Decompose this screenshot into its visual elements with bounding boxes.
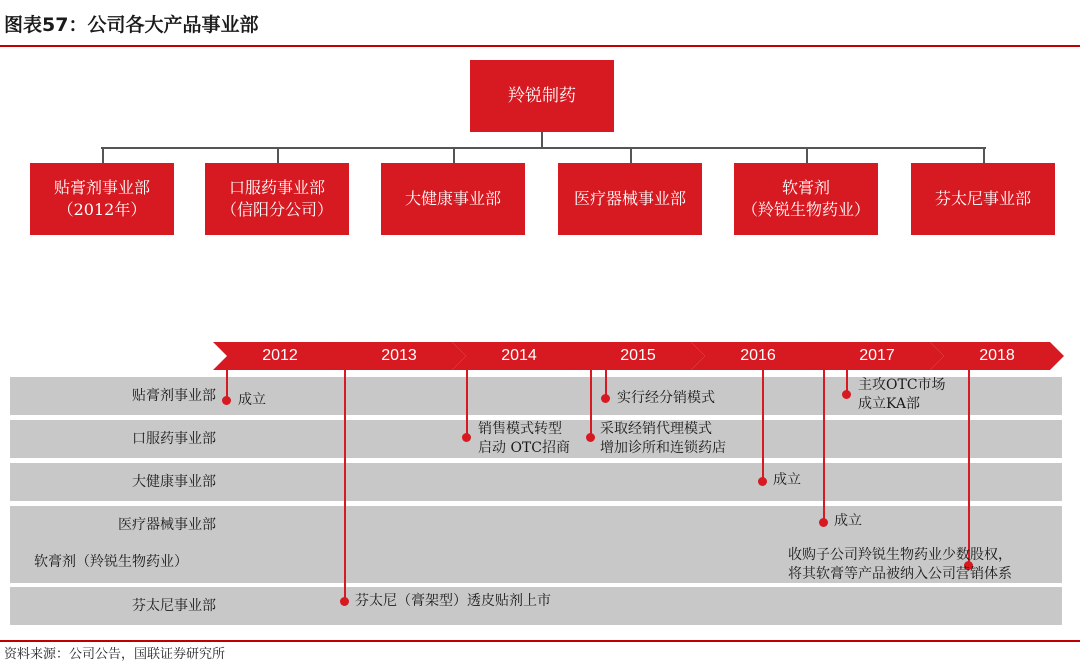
row-label: 芬太尼事业部 bbox=[132, 598, 216, 614]
event-text: 成立 bbox=[834, 513, 862, 529]
event-line bbox=[762, 370, 764, 482]
event-line bbox=[466, 370, 468, 438]
org-connector-unit bbox=[983, 148, 985, 164]
org-connector-bar bbox=[101, 147, 986, 149]
org-connector-unit bbox=[630, 148, 632, 164]
org-unit-label: 大健康事业部 bbox=[404, 189, 501, 208]
org-unit-box bbox=[205, 163, 349, 235]
org-unit-sublabel: （羚锐生物药业） bbox=[741, 200, 870, 219]
event-marker bbox=[222, 396, 231, 405]
timeline-row bbox=[10, 506, 1062, 544]
org-root-label: 羚锐制药 bbox=[508, 86, 576, 106]
org-connector-unit bbox=[277, 148, 279, 164]
row-label: 软膏剂（羚锐生物药业） bbox=[34, 554, 188, 570]
org-unit-label: 贴膏剂事业部 bbox=[53, 178, 150, 197]
event-marker bbox=[842, 390, 851, 399]
timeline-row bbox=[10, 463, 1062, 501]
year-arrow bbox=[332, 342, 468, 370]
year-arrow bbox=[810, 342, 946, 370]
event-line bbox=[590, 370, 592, 438]
org-unit-sublabel: （2012年） bbox=[57, 200, 147, 219]
event-marker bbox=[340, 597, 349, 606]
org-unit-label: 口服药事业部 bbox=[228, 178, 325, 197]
org-connector-unit bbox=[453, 148, 455, 164]
year-arrow bbox=[571, 342, 707, 370]
year-label: 2012 bbox=[262, 347, 298, 364]
org-connector-unit bbox=[102, 148, 104, 164]
year-label: 2013 bbox=[381, 347, 417, 364]
source-note: 资料来源：公司公告，国联证券研究所 bbox=[4, 647, 226, 662]
org-unit-label: 医疗器械事业部 bbox=[573, 189, 686, 208]
event-line bbox=[823, 370, 825, 523]
event-text: 销售模式转型 启动 OTC招商 bbox=[478, 421, 570, 456]
event-text: 成立 bbox=[773, 472, 801, 488]
org-unit-label: 软膏剂 bbox=[781, 178, 830, 197]
year-label: 2016 bbox=[740, 347, 776, 364]
event-marker bbox=[586, 433, 595, 442]
event-text: 芬太尼（膏架型）透皮贴剂上市 bbox=[355, 593, 551, 609]
event-text: 实行经分销模式 bbox=[617, 390, 715, 406]
event-text: 收购子公司羚锐生物药业少数股权， 将其软膏等产品被纳入公司营销体系 bbox=[788, 547, 1012, 582]
org-unit-label: 芬太尼事业部 bbox=[934, 189, 1031, 208]
org-root-box bbox=[470, 60, 614, 132]
page-title: 图表57：公司各大产品事业部 bbox=[4, 14, 259, 36]
event-text: 主攻OTC市场 成立KA部 bbox=[858, 377, 946, 412]
org-unit-box bbox=[30, 163, 174, 235]
event-marker bbox=[462, 433, 471, 442]
org-unit-box bbox=[734, 163, 878, 235]
year-arrow bbox=[930, 342, 1066, 370]
row-label: 大健康事业部 bbox=[132, 474, 216, 490]
event-marker bbox=[758, 477, 767, 486]
title-rule bbox=[0, 45, 1080, 47]
year-arrow bbox=[691, 342, 827, 370]
row-label: 医疗器械事业部 bbox=[118, 517, 216, 533]
org-unit-box bbox=[381, 163, 525, 235]
event-line bbox=[344, 370, 346, 602]
year-label: 2018 bbox=[979, 347, 1015, 364]
year-label: 2017 bbox=[859, 347, 895, 364]
event-text: 采取经销代理模式 增加诊所和连锁药店 bbox=[600, 421, 726, 456]
year-arrow bbox=[452, 342, 588, 370]
row-label: 贴膏剂事业部 bbox=[132, 388, 216, 404]
year-label: 2015 bbox=[620, 347, 656, 364]
event-text: 成立 bbox=[238, 392, 266, 408]
year-arrow bbox=[213, 342, 349, 370]
org-unit-box bbox=[911, 163, 1055, 235]
event-line bbox=[968, 370, 970, 566]
source-rule bbox=[0, 640, 1080, 642]
org-unit-box bbox=[558, 163, 702, 235]
org-unit-sublabel: （信阳分公司） bbox=[220, 200, 333, 219]
org-connector-root bbox=[541, 132, 543, 148]
org-connector-unit bbox=[806, 148, 808, 164]
year-label: 2014 bbox=[501, 347, 537, 364]
event-marker bbox=[819, 518, 828, 527]
row-label: 口服药事业部 bbox=[132, 431, 216, 447]
event-marker bbox=[601, 394, 610, 403]
